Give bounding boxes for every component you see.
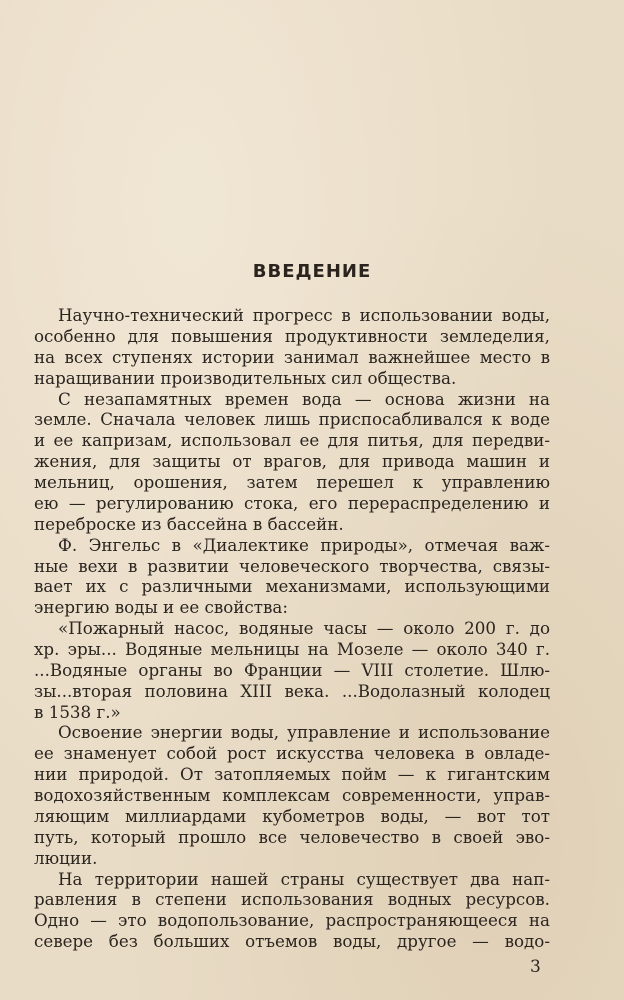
text-line: энергию воды и ее свойства: [34,597,288,618]
text-line: ...Водяные органы во Франции — VIII столетие. Шлю- [34,659,550,680]
text-line: жения, для защиты от врагов, для привода машин и [34,451,550,472]
text-line: хр. эры... Водяные мельницы на Мозеле — около 340 г. [34,638,550,659]
text-line: наращивании производительных сил общества. [34,367,457,388]
text-line: Ф. Энгельс в «Диалектике природы», отмечая важ- [58,534,550,555]
text-line: особенно для повышения продуктивности земледелия, [34,325,550,346]
text-line: Одно — это водопользование, распространяющееся на [34,910,550,931]
text-line: водохозяйственным комплексам современности, управ- [34,785,550,805]
text-line: вает их с различными механизмами, использующими [34,576,550,597]
text-line: путь, который прошло все человечество в своей эво- [34,826,550,847]
text-line: «Пожарный насос, водяные часы — около 200 г. до [58,618,550,639]
text-line: и ее капризам, использовал ее для питья, для передви- [34,430,550,451]
text-line: люции. [34,847,98,868]
text-line: в 1538 г.» [34,701,121,722]
text-line: переброске из бассейна в бассейн. [34,513,344,534]
text-line: зы...вторая половина XIII века. ...Водолазный колодец [34,680,550,701]
text-line: ные вехи в развитии человеческого творчества, связы- [34,555,550,576]
text-line: С незапамятных времен вода — основа жизни на [58,388,550,409]
text-line: мельниц, орошения, затем перешел к управлению [34,472,550,492]
chapter-title: ВВЕДЕНИЕ [252,261,372,282]
text-line: ею — регулированию стока, его перераспределению и [34,492,550,513]
text-line: на всех ступенях истории занимал важнейшее место в [34,346,550,367]
text-line: Освоение энергии воды, управление и использование [58,722,550,743]
text-line: равления в степени использования водных ресурсов. [34,889,550,910]
text-line: Научно-технический прогресс в использовании воды, [58,305,550,325]
text-line: севере без больших отъемов воды, другое — водо- [34,931,550,952]
text-line: ее знаменует собой рост искусства человека в овладе- [34,743,550,764]
text-line: На территории нашей страны существует два нап- [58,868,550,889]
text-line: ляющим миллиардами кубометров воды, — вот тот [34,805,550,826]
text-line: земле. Сначала человек лишь приспосабливался к воде [34,409,550,430]
page-number: 3 [530,957,541,977]
text-line: нии природой. От затопляемых пойм — к гигантским [34,764,550,785]
